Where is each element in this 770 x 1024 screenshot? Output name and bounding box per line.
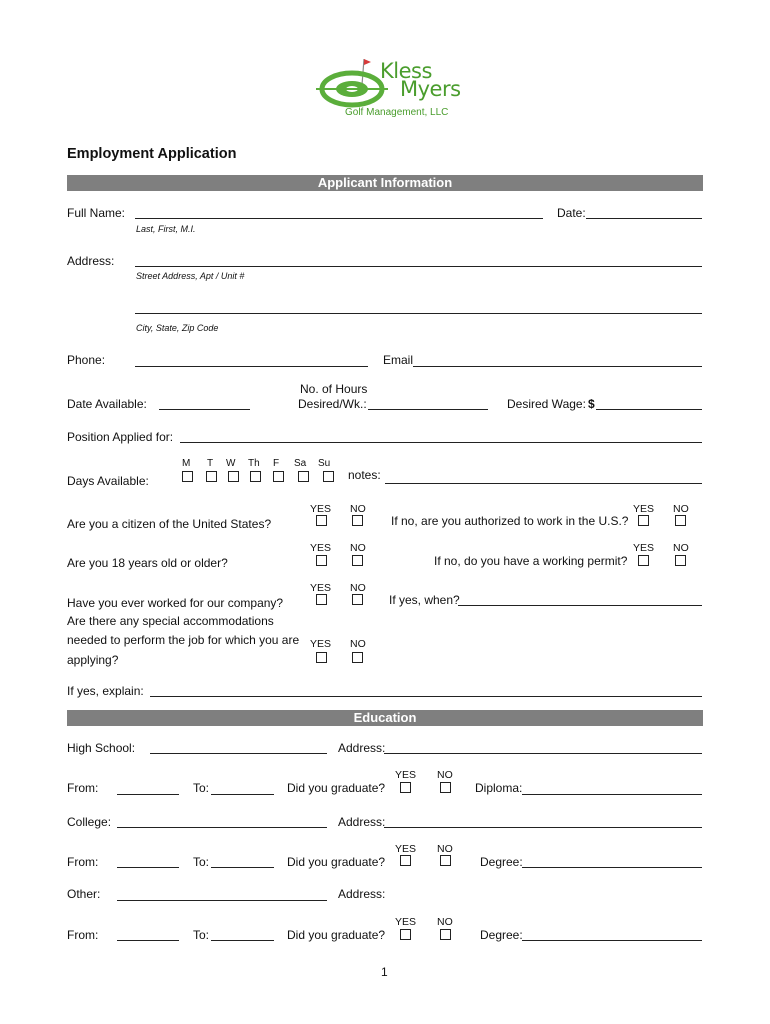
permit-yes-checkbox[interactable]: [638, 555, 649, 566]
hs-graduate-label: Did you graduate?: [287, 781, 386, 795]
accommodations-question-line2: needed to perform the job for which you are: [67, 633, 300, 647]
permit-yes-label: YES: [633, 542, 655, 554]
citizen-yes-label: YES: [310, 503, 332, 515]
position-label: Position Applied for:: [67, 430, 174, 444]
section-education: Education: [67, 710, 703, 726]
college-grad-no-label: NO: [437, 843, 453, 855]
hs-grad-yes-checkbox[interactable]: [400, 782, 411, 793]
college-from-field[interactable]: [117, 867, 179, 868]
page-number: 1: [381, 965, 388, 979]
college-to-field[interactable]: [211, 867, 274, 868]
hours-label-line1: No. of Hours: [300, 382, 368, 396]
worked-yes-label: YES: [310, 582, 332, 594]
citizen-yes-checkbox[interactable]: [316, 515, 327, 526]
page-title: Employment Application: [67, 146, 237, 162]
day-label-th: Th: [248, 458, 260, 469]
day-label-su: Su: [318, 458, 331, 469]
citizen-no-checkbox[interactable]: [352, 515, 363, 526]
college-from-label: From:: [67, 855, 99, 869]
street-address-field[interactable]: [135, 266, 702, 267]
other-degree-label: Degree:: [480, 928, 523, 942]
phone-field[interactable]: [135, 366, 368, 367]
worked-no-checkbox[interactable]: [352, 594, 363, 605]
authorized-yes-label: YES: [633, 503, 655, 515]
full-name-label: Full Name:: [67, 206, 126, 220]
citizen-question: Are you a citizen of the United States?: [67, 517, 272, 531]
age-yes-label: YES: [310, 542, 332, 554]
day-checkbox-su[interactable]: [323, 471, 334, 482]
phone-label: Phone:: [67, 353, 106, 367]
accommodations-yes-label: YES: [310, 638, 332, 650]
college-grad-no-checkbox[interactable]: [440, 855, 451, 866]
other-graduate-label: Did you graduate?: [287, 928, 386, 942]
full-name-field[interactable]: [135, 218, 543, 219]
wage-currency: $: [588, 397, 595, 411]
day-checkbox-w[interactable]: [228, 471, 239, 482]
date-available-label: Date Available:: [67, 397, 147, 411]
permit-no-checkbox[interactable]: [675, 555, 686, 566]
college-grad-yes-label: YES: [395, 843, 417, 855]
hs-to-label: To:: [193, 781, 210, 795]
permit-question: If no, do you have a working permit?: [434, 554, 628, 568]
day-label-f: F: [273, 458, 280, 469]
authorized-no-checkbox[interactable]: [675, 515, 686, 526]
high-school-address-label: Address:: [338, 741, 386, 755]
date-field[interactable]: [586, 218, 702, 219]
full-name-hint: Last, First, M.I.: [136, 224, 196, 234]
college-degree-label: Degree:: [480, 855, 523, 869]
day-checkbox-sa[interactable]: [298, 471, 309, 482]
hs-grad-yes-label: YES: [395, 769, 417, 781]
college-field[interactable]: [117, 827, 327, 828]
hs-from-label: From:: [67, 781, 99, 795]
other-from-label: From:: [67, 928, 99, 942]
age-question: Are you 18 years old or older?: [67, 556, 228, 570]
hours-field[interactable]: [368, 409, 488, 410]
email-label: Email: [383, 353, 414, 367]
notes-field[interactable]: [385, 483, 702, 484]
day-label-t: T: [207, 458, 214, 469]
diploma-field[interactable]: [522, 794, 702, 795]
authorized-no-label: NO: [673, 503, 689, 515]
notes-label: notes:: [348, 468, 381, 482]
authorized-yes-checkbox[interactable]: [638, 515, 649, 526]
high-school-label: High School:: [67, 741, 136, 755]
days-available-label: Days Available:: [67, 474, 149, 488]
worked-no-label: NO: [350, 582, 366, 594]
age-yes-checkbox[interactable]: [316, 555, 327, 566]
other-to-field[interactable]: [211, 940, 274, 941]
other-grad-no-label: NO: [437, 916, 453, 928]
address-label: Address:: [67, 254, 115, 268]
hs-from-field[interactable]: [117, 794, 179, 795]
street-address-hint: Street Address, Apt / Unit #: [136, 271, 245, 281]
college-graduate-label: Did you graduate?: [287, 855, 386, 869]
age-no-checkbox[interactable]: [352, 555, 363, 566]
worked-yes-checkbox[interactable]: [316, 594, 327, 605]
accommodations-yes-checkbox[interactable]: [316, 652, 327, 663]
day-checkbox-t[interactable]: [206, 471, 217, 482]
explain-field[interactable]: [150, 696, 702, 697]
worked-question: Have you ever worked for our company?: [67, 596, 284, 610]
accommodations-question-line3: applying?: [67, 653, 119, 667]
permit-no-label: NO: [673, 542, 689, 554]
hours-label-line2: Desired/Wk.:: [298, 397, 367, 411]
other-grad-yes-label: YES: [395, 916, 417, 928]
college-label: College:: [67, 815, 112, 829]
other-from-field[interactable]: [117, 940, 179, 941]
high-school-address-field[interactable]: [384, 753, 702, 754]
college-degree-field[interactable]: [522, 867, 702, 868]
day-label-m: M: [182, 458, 191, 469]
position-field[interactable]: [180, 442, 702, 443]
accommodations-no-label: NO: [350, 638, 366, 650]
desired-wage-label: Desired Wage:: [507, 397, 586, 411]
other-degree-field[interactable]: [522, 940, 702, 941]
other-to-label: To:: [193, 928, 210, 942]
explain-label: If yes, explain:: [67, 684, 144, 698]
authorized-question: If no, are you authorized to work in the U.S.?: [391, 514, 629, 528]
other-field[interactable]: [117, 900, 327, 901]
accommodations-no-checkbox[interactable]: [352, 652, 363, 663]
college-grad-yes-checkbox[interactable]: [400, 855, 411, 866]
hs-grad-no-checkbox[interactable]: [440, 782, 451, 793]
company-logo: [312, 55, 462, 125]
city-state-zip-hint: City, State, Zip Code: [136, 323, 219, 333]
accommodations-question-line1: Are there any special accommodations: [67, 614, 274, 628]
day-label-sa: Sa: [294, 458, 307, 469]
day-checkbox-m[interactable]: [182, 471, 193, 482]
citizen-no-label: NO: [350, 503, 366, 515]
date-available-field[interactable]: [159, 409, 250, 410]
day-checkbox-th[interactable]: [250, 471, 261, 482]
other-grad-no-checkbox[interactable]: [440, 929, 451, 940]
worked-when-label: If yes, when?: [389, 593, 460, 607]
day-checkbox-f[interactable]: [273, 471, 284, 482]
college-address-field[interactable]: [384, 827, 702, 828]
logo-tagline: Golf Management, LLC: [345, 107, 449, 118]
email-field[interactable]: [413, 366, 702, 367]
hs-to-field[interactable]: [211, 794, 274, 795]
day-label-w: W: [226, 458, 236, 469]
city-state-zip-field[interactable]: [135, 313, 702, 314]
worked-when-field[interactable]: [458, 605, 702, 606]
logo-line2: Myers: [400, 77, 461, 101]
high-school-field[interactable]: [150, 753, 327, 754]
date-label: Date:: [557, 206, 586, 220]
age-no-label: NO: [350, 542, 366, 554]
logo-line1: Kless: [380, 59, 432, 83]
college-to-label: To:: [193, 855, 210, 869]
hs-grad-no-label: NO: [437, 769, 453, 781]
section-applicant-information: Applicant Information: [67, 175, 703, 191]
other-grad-yes-checkbox[interactable]: [400, 929, 411, 940]
college-address-label: Address:: [338, 815, 386, 829]
diploma-label: Diploma:: [475, 781, 523, 795]
other-address-label: Address:: [338, 887, 386, 901]
other-label: Other:: [67, 887, 101, 901]
desired-wage-field[interactable]: [596, 409, 702, 410]
